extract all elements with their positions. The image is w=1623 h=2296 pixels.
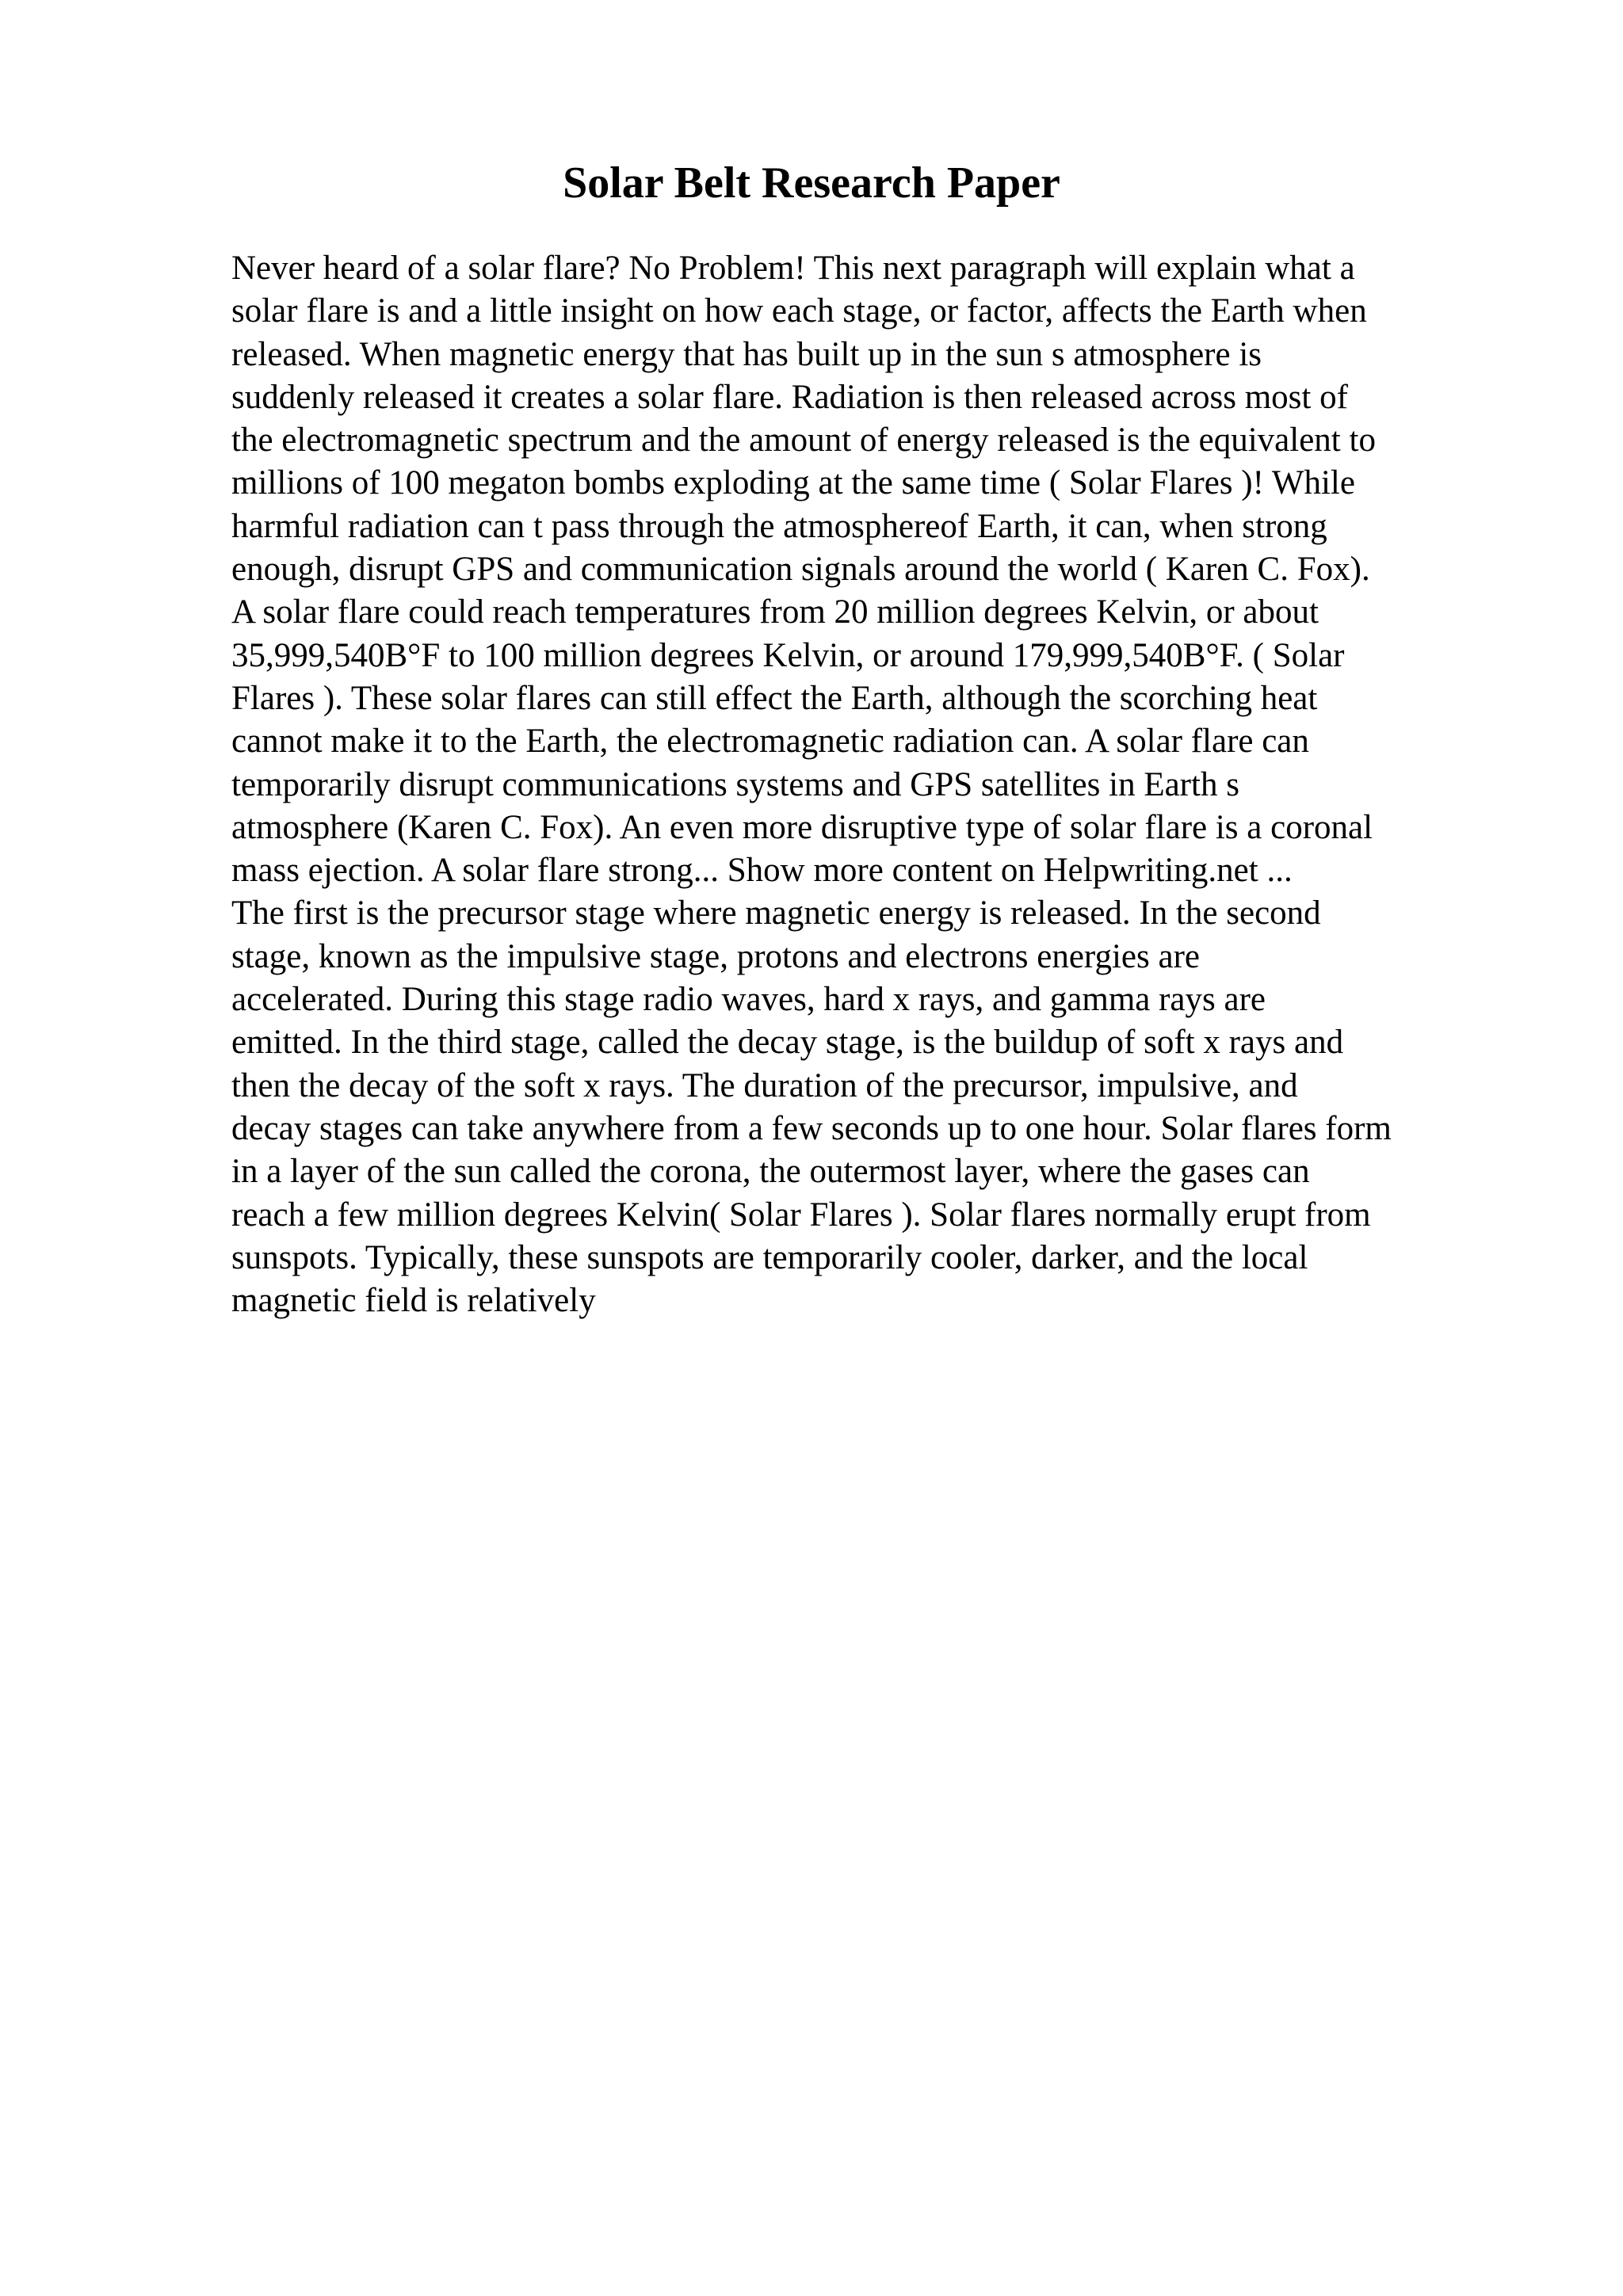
text-line: 35,999,540B°F to 100 million degrees Kelvin, or around 179,999,540B°F. ( Solar — [231, 636, 1345, 674]
text-line: stage, known as the impulsive stage, protons and electrons energies are — [231, 937, 1200, 975]
text-line: Never heard of a solar flare? No Problem! This next paragraph will explain what a — [231, 250, 1355, 287]
text-line: decay stages can take anywhere from a few seconds up to one hour. Solar flares form — [231, 1109, 1392, 1147]
text-line: released. When magnetic energy that has built up in the sun s atmosphere is — [231, 335, 1262, 373]
text-line: emitted. In the third stage, called the decay stage, is the buildup of soft x rays and — [231, 1024, 1344, 1062]
text-line: magnetic field is relatively — [231, 1282, 596, 1320]
text-line: in a layer of the sun called the corona, the outermost layer, where the gases can — [231, 1153, 1310, 1191]
text-line: Flares ). These solar flares can still effect the Earth, although the scorching heat — [231, 679, 1318, 717]
text-line: mass ejection. A solar flare strong... Show more content on Helpwriting.net ... — [231, 852, 1293, 890]
text-line: accelerated. During this stage radio waves, hard x rays, and gamma rays are — [231, 981, 1266, 1019]
text-line: enough, disrupt GPS and communication signals around the world ( Karen C. Fox). — [231, 551, 1370, 589]
text-line: the electromagnetic spectrum and the amount of energy released is the equivalent to — [231, 421, 1376, 460]
text-line: suddenly released it creates a solar flare. Radiation is then released across most of — [231, 378, 1348, 416]
text-line: A solar flare could reach temperatures from 20 million degrees Kelvin, or about — [231, 593, 1319, 631]
body-text — [231, 247, 1515, 1322]
text-line: reach a few million degrees Kelvin( Solar Flares ). Solar flares normally erupt from — [231, 1196, 1371, 1234]
text-line: solar flare is and a little insight on how each stage, or factor, affects the Earth when — [231, 292, 1367, 330]
text-line: The first is the precursor stage where magnetic energy is released. In the second — [231, 894, 1321, 933]
page-title: Solar Belt Research Paper — [563, 158, 1060, 208]
text-line: temporarily disrupt communications systems and GPS satellites in Earth s — [231, 765, 1239, 803]
text-line: atmosphere (Karen C. Fox). An even more disruptive type of solar flare is a coronal — [231, 808, 1373, 846]
text-line: millions of 100 megaton bombs exploding at the same time ( Solar Flares )! While — [231, 464, 1355, 502]
text-line: harmful radiation can t pass through the atmosphereof Earth, it can, when strong — [231, 507, 1327, 545]
text-line: sunspots. Typically, these sunspots are temporarily cooler, darker, and the local — [231, 1238, 1308, 1276]
text-line: cannot make it to the Earth, the electromagnetic radiation can. A solar flare can — [231, 723, 1309, 761]
text-line: then the decay of the soft x rays. The duration of the precursor, impulsive, and — [231, 1066, 1298, 1104]
